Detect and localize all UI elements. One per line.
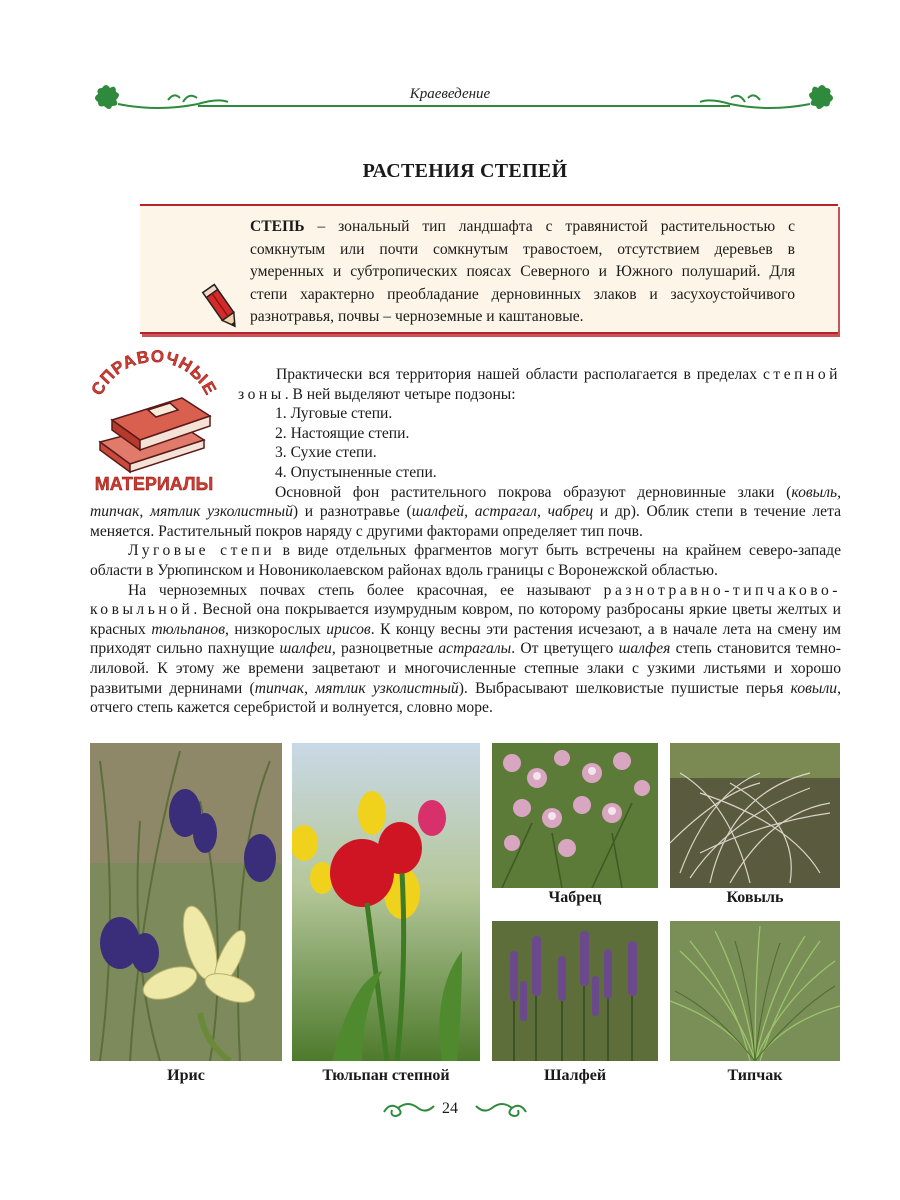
section-header: Краеведение <box>409 86 491 102</box>
definition-text <box>250 216 795 329</box>
paragraph-vegetation: Основной фон растительного покрова образуют дерновинные злаки (ковыль, типчак, мятлик узколистный) и разнотравье (шалфей, астрагал, чабрец и др). Облик степи в течение лета меняется. Растительный покров наряду с другими факторами определяет тип почв. <box>90 483 841 540</box>
definition-body: – зональный тип ландшафта с травянистой растительностью с сомкнутым или почти сомкнутым травостоем, отсутствием деревьев в умеренных и субтропических поясах Северного и Южного полушарий. Для степи характерно преобладание дерновинных злаков и засухоустойчивого разнотравья, почвы – черноземные и каштановые. <box>250 218 795 325</box>
caption-fescue: Типчак <box>727 1067 783 1084</box>
page-number: 24 <box>442 1100 458 1117</box>
list-item: 2. Настоящие степи. <box>275 424 410 442</box>
term-steppe-zone: степной зоны <box>238 366 841 403</box>
body-text <box>90 365 841 718</box>
caption-thyme: Чабрец <box>548 889 602 906</box>
paragraph-chernozem: На черноземных почвах степь более красочная, ее называют разнотравно-типчаково-ковыльной. Весной она покрывается изумрудным ковром, по которому разбросаны яркие цветы желтых и красных тюльпанов, низкорослых ирисов. К концу весны эти растения исчезают, а в начале лета на смену им приходят сильно пахнущие шалфеи, разноцветные астрагалы. От цветущего шалфея степь становится темно-лиловой. К этому же времени зацветают и многочисленные степные злаки с узкими листьями и хорошо развитыми дернинами (типчак, мятлик узколистный). Выбрасывают шелковистые пушистые перья ковыли, отчего степь кажется серебристой и волнуется, словно море. <box>90 581 841 717</box>
emblem-top-text: СПРАВОЧНЫЕ <box>87 350 221 399</box>
photo-tulip <box>292 743 480 1061</box>
list-item: 4. Опустыненные степи. <box>275 463 437 481</box>
page-title: РАСТЕНИЯ СТЕПЕЙ <box>362 160 568 182</box>
caption-iris: Ирис <box>167 1067 205 1084</box>
emblem-bottom-text: МАТЕРИАЛЫ <box>94 474 214 494</box>
list-item: 1. Луговые степи. <box>275 405 393 423</box>
photo-sage <box>492 921 658 1061</box>
paragraph-intro: Практически вся территория нашей области располагается в пределах степной зоны. В ней выделяют четыре подзоны: <box>238 366 841 403</box>
photo-iris <box>90 743 282 1061</box>
photo-fescue <box>670 921 840 1061</box>
list-item: 3. Сухие степи. <box>275 444 377 462</box>
paragraph-meadow-steppes: Луговые степи в виде отдельных фрагментов могут быть встречены на крайнем северо-западе области в Урюпинском и Новониколаевском районах вдоль границы с Воронежской областью. <box>90 542 841 579</box>
photo-thyme <box>492 743 658 888</box>
pencil-icon <box>200 280 244 332</box>
definition-term: СТЕПЬ <box>250 218 305 235</box>
caption-sage: Шалфей <box>543 1067 607 1084</box>
caption-tulip: Тюльпан степной <box>322 1067 450 1084</box>
caption-feather-grass: Ковыль <box>726 889 784 906</box>
photo-feather-grass <box>670 743 840 888</box>
